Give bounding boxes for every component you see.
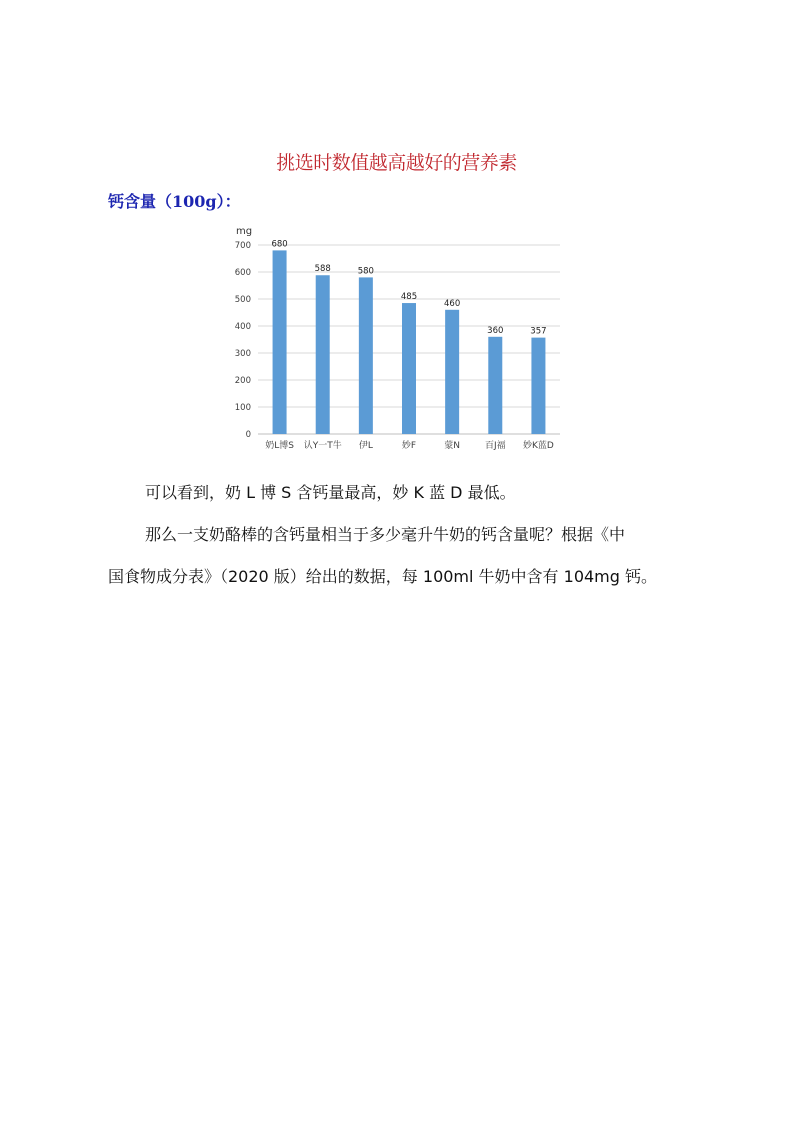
- data-label: 485: [400, 292, 418, 303]
- y-axis-unit-label: mg: [236, 226, 253, 237]
- y-tick-label: 300: [234, 349, 251, 359]
- data-label: 588: [314, 264, 331, 275]
- bar: [316, 275, 330, 434]
- x-tick-label: 蒙N: [444, 441, 461, 451]
- data-label: 360: [487, 325, 504, 336]
- y-tick-label: 100: [234, 403, 251, 413]
- x-tick-label: 奶L博S: [265, 441, 294, 451]
- bar: [402, 303, 416, 434]
- x-tick-label: 认Y一T牛: [303, 441, 342, 451]
- y-tick-label: 500: [234, 295, 251, 305]
- paragraph-1: 可以看到，奶 L 博 S 含钙量最高，妙 K 蓝 D 最低。: [145, 483, 516, 502]
- bar: [273, 250, 287, 434]
- data-label: 580: [357, 266, 374, 277]
- x-tick-label: 妙K蓝D: [523, 441, 554, 451]
- data-label: 460: [444, 298, 461, 309]
- paragraph-2: 那么一支奶酪棒的含钙量相当于多少毫升牛奶的钙含量呢？根据《中: [145, 525, 626, 544]
- document-title: 挑选时数值越高越好的营养素: [276, 152, 517, 174]
- x-tick-label: 百J福: [484, 441, 506, 451]
- chart-svg: [226, 222, 574, 458]
- bar: [359, 277, 373, 434]
- paragraph-3: 国食物成分表》（2020 版）给出的数据，每 100ml 牛奶中含有 104mg 钙。: [108, 567, 658, 586]
- data-label: 357: [530, 326, 547, 337]
- y-tick-label: 400: [234, 322, 251, 332]
- x-tick-label: 伊L: [358, 441, 373, 451]
- bar: [445, 310, 459, 434]
- bar: [488, 337, 502, 434]
- data-label: 680: [271, 239, 288, 250]
- section-heading: 钙含量（100g）：: [108, 192, 241, 211]
- y-tick-label: 0: [245, 430, 251, 440]
- calcium-bar-chart: [226, 222, 574, 458]
- y-tick-label: 200: [234, 376, 251, 386]
- x-tick-label: 妙F: [401, 441, 417, 451]
- y-tick-label: 700: [234, 241, 251, 251]
- bar: [531, 338, 545, 434]
- y-tick-label: 600: [234, 268, 251, 278]
